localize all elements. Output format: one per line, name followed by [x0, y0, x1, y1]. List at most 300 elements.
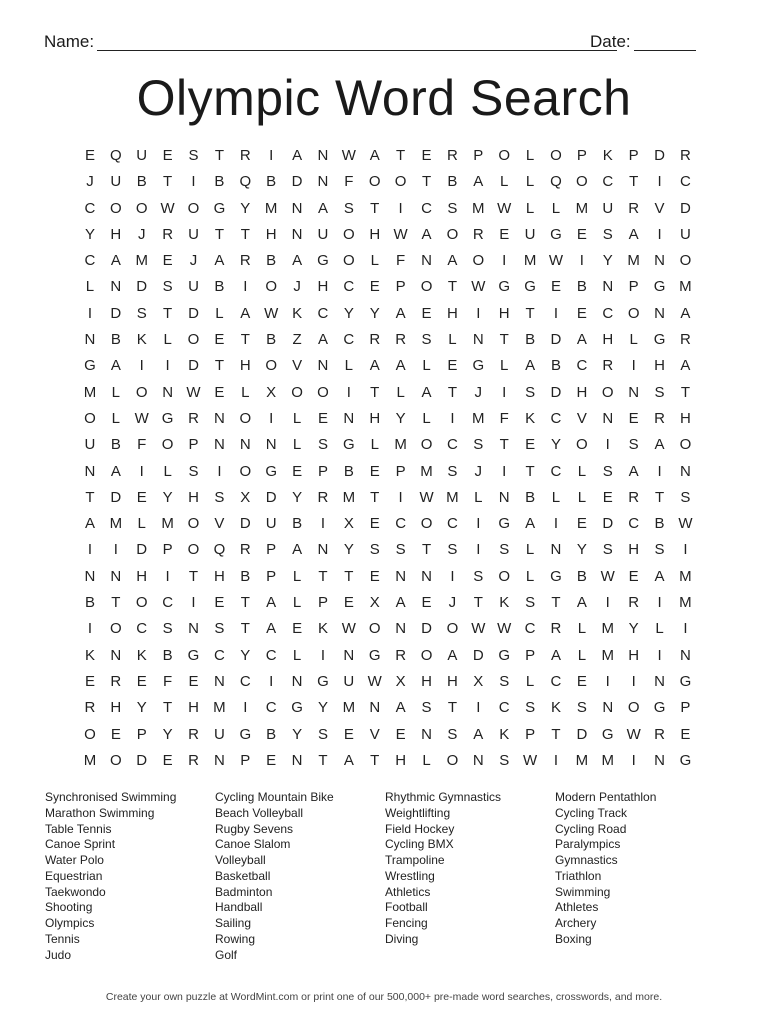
grid-letter: I — [502, 462, 507, 480]
grid-letter: I — [191, 594, 196, 612]
word-list-item: Cycling BMX — [385, 837, 454, 852]
word-list-item: Wrestling — [385, 868, 435, 883]
grid-letter: A — [680, 304, 691, 322]
grid-letter: V — [576, 409, 587, 427]
grid-letter: A — [110, 357, 121, 375]
grid-letter: O — [187, 515, 200, 533]
word-list-item: Water Polo — [45, 853, 104, 867]
grid-letter: C — [680, 173, 691, 191]
grid-letter: M — [135, 252, 148, 270]
grid-letter: W — [626, 725, 641, 743]
grid-letter: A — [369, 147, 380, 164]
grid-letter: N — [369, 699, 381, 717]
grid-letter: A — [550, 646, 561, 664]
grid-letter: J — [448, 594, 457, 612]
grid-letter: H — [576, 383, 588, 401]
grid-letter: T — [240, 331, 250, 349]
grid-letter: I — [346, 383, 351, 401]
grid-letter: I — [320, 515, 326, 533]
grid-letter: L — [292, 567, 302, 585]
grid-letter: N — [472, 751, 484, 769]
grid-letter: I — [165, 357, 170, 375]
grid-letter: H — [446, 304, 458, 322]
grid-letter: H — [498, 304, 510, 322]
grid-letter: L — [525, 541, 535, 559]
grid-letter: P — [525, 646, 536, 664]
grid-letter: O — [394, 173, 407, 191]
grid-letter: I — [657, 225, 662, 243]
grid-letter: S — [654, 383, 665, 401]
grid-letter: C — [446, 436, 458, 454]
grid-letter: P — [395, 278, 406, 296]
grid-letter: O — [420, 515, 433, 533]
grid-letter: N — [239, 436, 251, 454]
grid-letter: L — [111, 383, 120, 401]
grid-letter: H — [421, 672, 432, 690]
grid-letter: L — [525, 672, 535, 690]
grid-letter: S — [188, 147, 199, 164]
grid-letter: I — [605, 436, 610, 454]
grid-letter: W — [497, 620, 512, 638]
grid-letter: O — [239, 409, 252, 427]
grid-letter: K — [525, 409, 536, 427]
grid-letter: U — [265, 515, 277, 533]
grid-letter: G — [239, 725, 252, 743]
word-list-item: Athletics — [385, 884, 431, 899]
grid-letter: I — [553, 304, 559, 322]
grid-letter: T — [499, 436, 509, 454]
grid-letter: R — [369, 331, 381, 349]
grid-letter: E — [343, 594, 354, 612]
grid-letter: M — [83, 383, 97, 401]
grid-letter: L — [655, 620, 664, 638]
grid-letter: A — [473, 725, 484, 743]
grid-letter: E — [369, 567, 380, 585]
grid-letter: P — [188, 436, 199, 454]
grid-letter: A — [110, 462, 121, 480]
grid-letter: M — [472, 199, 485, 217]
grid-letter: W — [134, 409, 149, 427]
word-list-item: Marathon Swimming — [45, 805, 155, 820]
grid-letter: C — [343, 278, 355, 296]
grid-letter: W — [600, 567, 615, 585]
grid-letter: N — [602, 278, 614, 296]
grid-letter: U — [110, 173, 122, 191]
grid-letter: P — [576, 147, 587, 164]
grid-letter: W — [160, 199, 175, 217]
grid-letter: L — [629, 331, 638, 349]
grid-letter: K — [602, 147, 613, 164]
grid-letter: O — [161, 436, 174, 454]
word-list-item: Gymnastics — [555, 853, 618, 867]
grid-letter: G — [317, 672, 329, 690]
grid-letter: O — [576, 173, 588, 191]
grid-letter: N — [317, 147, 329, 164]
grid-letter: T — [499, 331, 509, 349]
name-label: Name: — [44, 32, 95, 51]
grid-letter: H — [188, 699, 199, 717]
word-list-item: Cycling Mountain Bike — [215, 790, 334, 804]
grid-letter: G — [213, 199, 226, 217]
grid-letter: S — [421, 699, 432, 717]
grid-letter: G — [653, 278, 666, 296]
grid-letter: O — [420, 278, 433, 296]
word-list-item: Rugby Sevens — [215, 821, 294, 836]
grid-letter: O — [446, 751, 459, 769]
grid-letter: R — [395, 331, 407, 349]
grid-letter: N — [421, 252, 432, 270]
grid-letter: D — [550, 331, 562, 349]
grid-letter: C — [213, 646, 225, 664]
grid-letter: R — [188, 725, 199, 743]
grid-letter: N — [395, 620, 407, 638]
grid-letter: H — [628, 541, 640, 559]
grid-letter: T — [370, 751, 380, 769]
grid-letter: C — [239, 672, 251, 690]
grid-letter: H — [395, 751, 407, 769]
grid-letter: T — [240, 594, 250, 612]
grid-letter: P — [628, 278, 639, 296]
word-list-item: Golf — [215, 947, 238, 962]
grid-letter: N — [84, 567, 96, 585]
grid-letter: I — [243, 278, 248, 296]
grid-letter: I — [243, 699, 248, 717]
grid-letter: C — [343, 331, 355, 349]
grid-letter: D — [265, 488, 277, 506]
grid-letter: D — [550, 383, 562, 401]
letter-grid — [77, 143, 698, 774]
grid-letter: S — [317, 436, 328, 454]
grid-letter: P — [266, 541, 277, 559]
grid-letter: N — [84, 462, 96, 480]
grid-letter: E — [550, 278, 561, 296]
grid-letter: C — [421, 199, 432, 217]
grid-letter: R — [188, 409, 199, 427]
grid-letter: U — [188, 278, 199, 296]
grid-letter: B — [110, 436, 121, 454]
grid-letter: R — [628, 199, 640, 217]
grid-letter: M — [472, 409, 485, 427]
grid-letter: R — [110, 672, 122, 690]
grid-letter: C — [602, 304, 614, 322]
word-list-item: Tennis — [45, 931, 80, 946]
grid-letter: N — [213, 751, 225, 769]
grid-letter: S — [499, 751, 510, 769]
grid-letter: O — [265, 278, 278, 296]
grid-letter: R — [550, 620, 562, 638]
grid-letter: N — [498, 488, 510, 506]
grid-letter: T — [370, 488, 380, 506]
grid-letter: T — [421, 173, 432, 191]
grid-letter: E — [680, 725, 691, 743]
grid-letter: N — [213, 672, 225, 690]
grid-letter: F — [137, 436, 147, 454]
grid-letter: M — [213, 699, 226, 717]
grid-letter: L — [241, 383, 250, 401]
grid-letter: C — [395, 515, 407, 533]
grid-letter: E — [628, 409, 639, 427]
grid-letter: M — [109, 515, 123, 533]
grid-letter: E — [602, 488, 613, 506]
grid-letter: E — [84, 672, 95, 690]
grid-letter: H — [265, 225, 277, 243]
grid-letter: Y — [369, 304, 380, 322]
grid-letter: E — [525, 436, 536, 454]
grid-letter: A — [317, 331, 328, 349]
grid-letter: N — [265, 436, 277, 454]
grid-letter: S — [525, 594, 536, 612]
grid-letter: W — [264, 304, 279, 322]
grid-letter: O — [627, 304, 640, 322]
grid-letter: A — [473, 173, 484, 191]
grid-letter: O — [446, 620, 459, 638]
grid-letter: F — [163, 672, 173, 690]
word-list-item: Football — [385, 900, 428, 915]
grid-letter: G — [550, 225, 562, 243]
word-list-item: Rowing — [215, 931, 256, 946]
grid-letter: O — [187, 199, 200, 217]
grid-letter: K — [136, 331, 147, 349]
grid-letter: D — [110, 304, 122, 322]
grid-letter: O — [265, 357, 278, 375]
grid-letter: N — [654, 304, 665, 322]
grid-letter: J — [293, 278, 301, 296]
grid-letter: S — [654, 541, 665, 559]
grid-letter: E — [136, 488, 147, 506]
grid-letter: I — [579, 252, 584, 270]
grid-letter: E — [499, 225, 510, 243]
grid-letter: E — [369, 462, 380, 480]
grid-letter: H — [136, 567, 148, 585]
grid-letter: W — [341, 620, 356, 638]
grid-letter: Y — [240, 646, 251, 664]
grid-letter: I — [269, 409, 274, 427]
grid-letter: A — [421, 225, 432, 243]
grid-letter: L — [577, 620, 587, 638]
grid-letter: I — [191, 173, 196, 191]
word-list-item: Boxing — [555, 931, 592, 946]
grid-letter: L — [137, 515, 146, 533]
grid-letter: O — [187, 331, 200, 349]
grid-letter: K — [499, 594, 510, 612]
word-list-item: Volleyball — [215, 853, 266, 867]
grid-letter: X — [395, 672, 406, 690]
word-list-item: Paralympics — [555, 837, 621, 852]
grid-letter: O — [110, 751, 122, 769]
grid-letter: Y — [576, 541, 587, 559]
grid-letter: O — [239, 462, 252, 480]
grid-letter: D — [136, 541, 148, 559]
grid-letter: S — [680, 488, 691, 506]
grid-letter: N — [680, 646, 691, 664]
grid-letter: L — [577, 646, 587, 664]
grid-letter: Y — [550, 436, 561, 454]
grid-letter: Q — [213, 541, 226, 559]
grid-letter: J — [474, 462, 483, 480]
grid-letter: G — [550, 567, 562, 585]
grid-letter: K — [550, 699, 561, 717]
grid-letter: O — [343, 225, 355, 243]
grid-letter: O — [550, 147, 562, 164]
word-list-item: Weightlifting — [385, 805, 451, 820]
grid-letter: S — [162, 620, 173, 638]
grid-letter: W — [367, 672, 382, 690]
grid-letter: D — [136, 278, 148, 296]
grid-letter: L — [215, 304, 224, 322]
word-list-item: Diving — [385, 931, 419, 946]
grid-letter: L — [396, 383, 405, 401]
grid-letter: L — [422, 357, 431, 375]
grid-letter: S — [473, 567, 484, 585]
grid-letter: M — [342, 699, 356, 717]
grid-letter: N — [472, 331, 484, 349]
grid-letter: Y — [240, 199, 251, 217]
grid-letter: Y — [395, 409, 406, 427]
grid-letter: O — [679, 436, 692, 454]
grid-letter: G — [265, 462, 278, 480]
grid-letter: H — [680, 409, 691, 427]
grid-letter: A — [369, 357, 380, 375]
grid-letter: D — [576, 725, 588, 743]
grid-letter: N — [291, 751, 303, 769]
word-list-item: Canoe Sprint — [45, 837, 116, 852]
grid-letter: V — [214, 515, 225, 533]
grid-letter: M — [83, 751, 97, 769]
grid-letter: C — [446, 515, 458, 533]
grid-letter: E — [628, 567, 639, 585]
word-list-item: Table Tennis — [45, 821, 112, 836]
grid-letter: M — [446, 488, 459, 506]
grid-letter: H — [369, 225, 381, 243]
grid-letter: E — [421, 594, 432, 612]
grid-letter: F — [396, 252, 406, 270]
grid-letter: S — [369, 541, 380, 559]
grid-letter: O — [84, 725, 96, 743]
grid-letter: R — [239, 541, 251, 559]
grid-letter: R — [239, 147, 251, 164]
grid-letter: W — [186, 383, 201, 401]
grid-letter: H — [213, 567, 225, 585]
grid-letter: B — [266, 725, 277, 743]
grid-letter: N — [110, 646, 122, 664]
grid-letter: D — [472, 646, 484, 664]
grid-letter: I — [269, 672, 274, 690]
word-list-item: Field Hockey — [385, 821, 455, 836]
grid-letter: S — [214, 488, 225, 506]
grid-letter: B — [240, 567, 251, 585]
grid-letter: C — [265, 646, 277, 664]
grid-letter: C — [136, 620, 148, 638]
grid-letter: E — [576, 672, 587, 690]
grid-letter: A — [317, 199, 328, 217]
grid-letter: H — [628, 646, 640, 664]
grid-letter: O — [135, 383, 148, 401]
grid-letter: S — [602, 225, 613, 243]
grid-letter: C — [628, 515, 640, 533]
grid-letter: D — [188, 304, 199, 322]
grid-letter: G — [472, 357, 485, 375]
grid-letter: E — [266, 751, 277, 769]
grid-letter: I — [657, 646, 662, 664]
grid-letter: O — [576, 436, 588, 454]
grid-letter: Y — [162, 725, 173, 743]
grid-letter: U — [84, 436, 96, 454]
grid-letter: H — [188, 488, 199, 506]
grid-letter: U — [602, 199, 614, 217]
grid-letter: N — [602, 699, 614, 717]
grid-letter: B — [214, 173, 225, 191]
grid-letter: I — [398, 488, 403, 506]
grid-letter: N — [291, 672, 303, 690]
grid-letter: E — [369, 515, 380, 533]
grid-letter: T — [214, 225, 224, 243]
grid-letter: G — [524, 278, 536, 296]
grid-letter: Y — [602, 252, 613, 270]
grid-letter: D — [680, 199, 691, 217]
grid-letter: A — [628, 462, 639, 480]
grid-letter: E — [576, 225, 587, 243]
grid-letter: L — [292, 436, 302, 454]
grid-letter: Y — [84, 225, 95, 243]
grid-letter: U — [524, 225, 536, 243]
grid-letter: G — [84, 357, 96, 375]
grid-letter: V — [654, 199, 665, 217]
grid-letter: U — [680, 225, 691, 243]
grid-letter: T — [525, 462, 535, 480]
grid-letter: I — [631, 672, 636, 690]
grid-letter: L — [292, 409, 302, 427]
grid-letter: K — [317, 620, 328, 638]
grid-letter: A — [680, 357, 691, 375]
grid-letter: E — [214, 594, 225, 612]
grid-letter: W — [523, 751, 538, 769]
grid-letter: N — [421, 567, 432, 585]
grid-letter: T — [551, 594, 561, 612]
grid-letter: N — [680, 462, 691, 480]
grid-letter: I — [605, 594, 610, 612]
grid-letter: H — [602, 331, 614, 349]
grid-letter: S — [188, 462, 199, 480]
grid-letter: I — [113, 541, 118, 559]
grid-letter: K — [84, 646, 95, 664]
grid-letter: I — [605, 672, 610, 690]
grid-letter: K — [499, 725, 510, 743]
grid-letter: Y — [292, 488, 303, 506]
grid-letter: X — [473, 672, 484, 690]
grid-letter: W — [341, 147, 356, 164]
grid-letter: N — [343, 409, 355, 427]
grid-letter: O — [368, 173, 381, 191]
grid-letter: I — [217, 462, 222, 480]
grid-letter: L — [370, 436, 379, 454]
grid-letter: C — [498, 699, 510, 717]
grid-letter: M — [679, 278, 692, 296]
grid-letter: S — [447, 462, 458, 480]
word-list-item: Taekwondo — [45, 884, 106, 899]
grid-letter: L — [525, 567, 535, 585]
grid-letter: C — [84, 199, 96, 217]
grid-letter: N — [110, 278, 122, 296]
grid-letter: B — [525, 488, 536, 506]
grid-letter: P — [680, 699, 691, 717]
grid-letter: R — [239, 252, 251, 270]
word-list-item: Synchronised Swimming — [45, 790, 177, 804]
word-list-item: Equestrian — [45, 868, 103, 883]
word-list-item: Cycling Track — [555, 805, 628, 820]
grid-letter: U — [317, 225, 329, 243]
grid-letter: I — [683, 541, 688, 559]
grid-letter: B — [576, 567, 587, 585]
